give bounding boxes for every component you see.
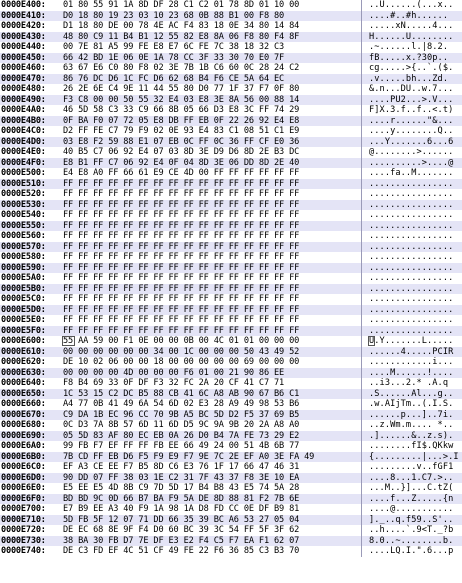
row-ascii[interactable]: ....#..#h...... [369,10,449,21]
row-hex-bytes[interactable]: FF FF FF FF FF FF FF FF FF FF FF FF FF FF FF FF [63,189,300,199]
hex-row[interactable] [0,263,462,274]
row-hex-bytes[interactable]: 00 00 00 00 4D 00 00 00 F6 01 00 21 90 86 EE [63,367,285,378]
hex-row[interactable] [0,179,462,190]
column-divider [361,315,362,326]
column-divider [361,21,362,32]
row-ascii[interactable]: .S......Al...g.. [369,388,454,399]
row-ascii[interactable]: ........fI$.QKkw [369,441,454,451]
hex-row[interactable] [0,74,462,85]
row-offset: 0000E5A0: [1,273,46,283]
row-offset: 0000E5F0: [1,325,46,336]
row-hex-bytes[interactable]: E8 B1 FF C7 06 92 E4 0F 04 8D 3E 06 DD 8D 2E 40 [63,157,300,168]
row-hex-bytes[interactable]: 38 BA 30 FB D7 7E DF E3 E2 F4 C5 F7 EA F1 62 07 [63,535,300,546]
row-offset: 0000E450: [1,52,46,63]
row-ascii[interactable]: ..U......(...x.. [369,0,454,10]
column-divider [361,494,362,505]
column-divider [361,74,362,85]
row-ascii[interactable]: ................ [369,252,454,262]
row-offset: 0000E5B0: [1,283,46,294]
column-divider [361,168,362,179]
row-hex-bytes[interactable]: A4 77 0B 41 49 6A 54 6D 02 E3 28 A9 49 98 53 B6 [63,399,300,409]
column-divider [361,231,362,242]
row-ascii[interactable]: ....M......!.... [369,367,454,378]
row-offset: 0000E6A0: [1,441,46,451]
row-hex-bytes[interactable]: 55 AA 59 00 F1 0E 00 00 0B 00 4C 01 01 00 00 00 [63,336,300,346]
row-offset: 0000E430: [1,31,46,42]
row-ascii[interactable]: .........v..fGF1 [369,462,454,472]
row-offset: 0000E4F0: [1,157,46,168]
column-divider [361,294,362,305]
row-offset: 0000E500: [1,168,46,178]
column-divider [361,462,362,473]
column-divider [361,441,362,452]
column-divider [361,347,362,358]
row-hex-bytes[interactable]: FF FF FF FF FF FF FF FF FF FF FF FF FF FF FF FF [63,241,300,252]
ascii-cursor [368,336,375,346]
row-ascii[interactable]: ....fa..M....... [369,168,454,178]
hex-row[interactable] [0,189,462,200]
row-ascii[interactable]: U.Y.......L..... [369,336,454,346]
row-offset: 0000E400: [1,0,46,10]
row-hex-bytes[interactable]: 66 42 BD 1E 06 0E 1A 78 CC 3F 33 30 70 E0 7F [63,52,285,63]
row-ascii[interactable]: ..........>....@ [369,157,454,168]
hex-row[interactable] [0,347,462,358]
column-divider [361,546,362,557]
row-hex-bytes[interactable]: FF FF FF FF FF FF FF FF FF FF FF FF FF FF FF FF [63,294,300,304]
column-divider [361,284,362,295]
column-divider [361,431,362,442]
row-ascii[interactable]: ]._..q.f59..S'.. [369,514,454,525]
row-offset: 0000E660: [1,399,46,409]
row-ascii[interactable]: &.n...DU..w.7... [369,84,454,94]
column-divider [361,179,362,190]
row-hex-bytes[interactable]: FF FF FF FF FF FF FF FF FF FF FF FF FF FF FF FF [63,325,300,336]
hex-cursor [62,336,75,346]
column-divider [361,420,362,431]
row-offset: 0000E4A0: [1,105,46,115]
column-divider [361,116,362,127]
row-hex-bytes[interactable]: 1C 53 15 C2 DC B5 88 CB 41 6C A8 AB 90 67 B6 C1 [63,388,300,399]
row-ascii[interactable]: ......p...]..7i. [369,409,454,420]
column-divider [361,189,362,200]
row-offset: 0000E470: [1,73,46,84]
column-divider [361,158,362,169]
hex-row[interactable] [0,389,462,400]
row-hex-bytes[interactable]: FF FF FF FF FF FF FF FF FF FF FF FF FF FF FF FF [63,315,300,325]
row-ascii[interactable]: ....PU2...>.V... [369,94,454,105]
row-offset: 0000E570: [1,241,46,252]
hex-row[interactable] [0,231,462,242]
row-hex-bytes[interactable]: 7B CD FF EB D6 F5 F9 E9 F7 9E 7C 2E EF A0 3E FA 49 [63,451,315,462]
row-ascii[interactable]: cg.....>{..`.($. [369,63,454,73]
row-hex-bytes[interactable]: 0C D3 7A 8B 57 6D 11 6D D5 9C 9A 9B 20 2A A8 A0 [63,420,300,430]
row-hex-bytes[interactable]: FF FF FF FF FF FF FF FF FF FF FF FF FF FF FF FF [63,252,300,262]
column-divider [361,368,362,379]
row-offset: 0000E520: [1,189,46,199]
hex-row[interactable] [0,158,462,169]
column-divider [361,221,362,232]
row-hex-bytes[interactable]: D2 FF FE C7 79 F9 02 0E 93 E4 83 C1 08 51 C1 E9 [63,126,300,136]
hex-row[interactable] [0,441,462,452]
hex-row[interactable] [0,210,462,221]
hex-row[interactable] [0,53,462,64]
hex-row[interactable] [0,473,462,484]
row-ascii[interactable]: H......U........ [369,31,454,42]
row-offset: 0000E460: [1,63,46,73]
column-divider [361,0,362,11]
column-divider [361,389,362,400]
row-hex-bytes[interactable]: DE C3 FD EF 4C 51 CF 49 FE 22 F6 36 85 C3 B3 70 [63,546,300,556]
row-ascii[interactable]: ...M..}]...C.tZ( [369,483,454,493]
row-offset: 0000E610: [1,346,46,357]
row-ascii[interactable]: ................ [369,273,454,283]
hex-row[interactable] [0,494,462,505]
hex-row[interactable] [0,21,462,32]
row-offset: 0000E6D0: [1,472,46,483]
column-divider [361,95,362,106]
row-hex-bytes[interactable]: FF FF FF FF FF FF FF FF FF FF FF FF FF FF FF FF [63,231,300,241]
column-divider [361,263,362,274]
row-hex-bytes[interactable]: DE EC 68 8E 9F F4 D0 60 BC 39 3C 54 FF 5F 3F 62 [63,525,300,535]
row-hex-bytes[interactable]: 40 B5 C7 06 92 E4 07 03 8D 3E D9 D6 8D 2E B3 DC [63,147,300,157]
column-divider [361,105,362,116]
hex-row[interactable] [0,147,462,158]
row-ascii[interactable]: ....y........Q.. [369,126,454,136]
row-ascii[interactable]: ....LQ.I.".6...p [369,546,454,556]
column-divider [361,32,362,43]
row-hex-bytes[interactable]: FF FF FF FF FF FF FF FF FF FF FF FF FF FF FF FF [63,199,300,210]
column-divider [361,63,362,74]
row-hex-bytes[interactable]: EF A3 CE EE F7 B5 8D C6 E3 76 1F 17 66 47 46 31 [63,462,300,472]
row-ascii[interactable]: ................ [369,304,454,315]
column-divider [361,326,362,337]
row-offset: 0000E650: [1,388,46,399]
column-divider [361,210,362,221]
row-hex-bytes[interactable]: 0F BA F0 07 72 05 E8 DB FF EB 0F 22 26 92 E4 E8 [63,115,300,126]
row-ascii[interactable]: .w.AIjTm..(.I.S. [369,399,454,409]
row-offset: 0000E5C0: [1,294,46,304]
hex-row[interactable] [0,63,462,74]
hex-row[interactable] [0,336,462,347]
column-divider [361,273,362,284]
hex-row[interactable] [0,11,462,22]
row-offset: 0000E630: [1,367,46,378]
row-offset: 0000E580: [1,252,46,262]
row-hex-bytes[interactable]: F8 B4 69 33 0F DF F3 32 FC 2A 20 CF 41 C7 71 [63,378,285,388]
column-divider [361,242,362,253]
column-divider [361,473,362,484]
row-offset: 0000E420: [1,21,46,31]
hex-row[interactable] [0,200,462,211]
row-offset: 0000E690: [1,430,46,441]
row-ascii[interactable]: fB.....x.?30p.. [369,52,449,63]
hex-row[interactable] [0,315,462,326]
row-ascii[interactable]: @........>...... [369,147,454,157]
row-hex-bytes[interactable]: FF FF FF FF FF FF FF FF FF FF FF FF FF FF FF FF [63,273,300,283]
hex-row[interactable] [0,105,462,116]
row-ascii[interactable]: F]X.3.f..f..<.t) [369,105,454,115]
column-divider [361,504,362,515]
hex-row[interactable] [0,525,462,536]
hex-row[interactable] [0,284,462,295]
row-ascii[interactable]: ................ [369,199,454,210]
column-divider [361,200,362,211]
column-divider [361,483,362,494]
row-hex-bytes[interactable]: FF FF FF FF FF FF FF FF FF FF FF FF FF FF FF FF [63,210,300,220]
row-offset: 0000E4D0: [1,136,46,147]
row-ascii[interactable]: ................ [369,315,454,325]
row-ascii[interactable]: 8.0..~........b. [369,535,454,546]
column-divider [361,42,362,53]
column-divider [361,126,362,137]
row-offset: 0000E4E0: [1,147,46,157]
row-offset: 0000E5E0: [1,315,46,325]
hex-row[interactable] [0,420,462,431]
hex-row[interactable] [0,126,462,137]
row-offset: 0000E4C0: [1,126,46,136]
hex-row[interactable] [0,305,462,316]
row-offset: 0000E680: [1,420,46,430]
row-hex-bytes[interactable]: E5 EE E5 4D 8B C9 7D 5D 17 B4 B8 43 E5 74 5A 28 [63,483,300,493]
row-offset: 0000E670: [1,409,46,420]
row-offset: 0000E4B0: [1,115,46,126]
row-ascii[interactable]: ..z.Wm.m.... *.. [369,420,454,430]
row-offset: 0000E480: [1,84,46,94]
hex-row[interactable] [0,273,462,284]
row-hex-bytes[interactable]: C9 DA 1B EC 96 CC 70 9B A5 BC 5D D2 F5 37 69 B5 [63,409,300,420]
row-ascii[interactable]: ....@........... [369,504,454,514]
row-hex-bytes[interactable]: 00 00 00 00 00 00 34 00 1C 00 00 00 50 43 49 52 [63,346,300,357]
row-offset: 0000E720: [1,525,46,535]
column-divider [361,252,362,263]
row-offset: 0000E6E0: [1,483,46,493]
row-hex-bytes[interactable]: FF FF FF FF FF FF FF FF FF FF FF FF FF FF FF FF [63,304,300,315]
row-ascii[interactable]: ................ [369,220,454,231]
hex-row[interactable] [0,357,462,368]
row-ascii[interactable]: ....8...1.C7.>.. [369,472,454,483]
row-hex-bytes[interactable]: 26 2E 6E C4 9E 11 44 55 80 D0 77 1F 37 F7 0F 80 [63,84,300,94]
row-hex-bytes[interactable]: 48 80 C9 11 B4 B1 12 55 82 E8 8A 06 F8 80 F4 8F [63,31,300,42]
hex-row[interactable] [0,116,462,127]
column-divider [361,11,362,22]
column-divider [361,336,362,347]
column-divider [361,452,362,463]
row-hex-bytes[interactable]: 46 5D 58 C3 33 C9 66 8B 05 66 D3 E8 3C FF 74 29 [63,105,300,115]
row-offset: 0000E6B0: [1,451,46,462]
column-divider [361,536,362,547]
row-hex-bytes[interactable]: 00 7E 81 A5 99 FE E8 E7 6C FE 7C 38 18 32 C3 [63,42,285,52]
row-offset: 0000E700: [1,504,46,514]
column-divider [361,147,362,158]
row-offset: 0000E6F0: [1,493,46,504]
hex-row[interactable] [0,368,462,379]
row-offset: 0000E5D0: [1,304,46,315]
column-divider [361,525,362,536]
row-offset: 0000E640: [1,378,46,388]
row-hex-bytes[interactable]: BD BD 9C 0D 66 B7 BA F9 5A DE 8D 88 81 F2 7B 6E [63,493,300,504]
row-offset: 0000E440: [1,42,46,52]
row-hex-bytes[interactable]: D1 18 80 DE 00 78 4E AC F4 83 18 0E 34 80 14 84 [63,21,300,31]
row-ascii[interactable]: ................ [369,325,454,336]
row-hex-bytes[interactable]: 99 FB F7 EF FF FF FB EE 66 49 24 00 51 4B 6B 77 [63,441,300,451]
row-offset: 0000E620: [1,357,46,367]
column-divider [361,84,362,95]
hex-row[interactable] [0,221,462,232]
row-offset: 0000E730: [1,535,46,546]
row-hex-bytes[interactable]: 5D FB 5F 12 07 71 DD 66 35 39 BC A6 53 27 05 04 [63,514,300,525]
row-ascii[interactable]: ...Y.......6...6 [369,136,454,147]
row-hex-bytes[interactable]: DE 10 02 06 00 00 18 00 00 00 00 00 69 00 00 00 [63,357,300,367]
row-offset: 0000E530: [1,199,46,210]
hex-row[interactable] [0,483,462,494]
row-ascii[interactable]: ..h....`.9<T._?b [369,525,454,535]
column-divider [361,53,362,64]
row-hex-bytes[interactable]: 63 67 E6 C0 80 F8 02 3E 7B 1B C6 60 0C 28 24 C2 [63,63,300,73]
column-divider [361,515,362,526]
row-ascii[interactable]: ..i3...2.* .A.q [369,378,449,388]
row-ascii[interactable]: ................ [369,178,454,189]
row-offset: 0000E560: [1,231,46,241]
hex-row[interactable] [0,137,462,148]
hex-row[interactable] [0,515,462,526]
column-divider [361,137,362,148]
hex-row[interactable] [0,326,462,337]
hex-row[interactable] [0,536,462,547]
column-divider [361,305,362,316]
hex-row[interactable] [0,399,462,410]
row-hex-bytes[interactable]: FF FF FF FF FF FF FF FF FF FF FF FF FF FF FF FF [63,283,300,294]
row-ascii[interactable]: ................ [369,283,454,294]
row-hex-bytes[interactable]: 05 5D 83 AF 80 EC EB 0A 26 D0 B4 7A FE 73 29 E2 [63,430,300,441]
row-offset: 0000E410: [1,10,46,21]
hex-row[interactable] [0,462,462,473]
row-hex-bytes[interactable]: 90 DD 07 FF 38 03 1E C2 31 7F 43 37 F8 3E 10 EA [63,472,300,483]
column-divider [361,357,362,368]
row-hex-bytes[interactable]: 01 80 55 91 1A 8D DF 28 C1 C2 01 78 8D 01 10 00 [63,0,300,10]
hex-row[interactable] [0,0,462,11]
row-offset: 0000E540: [1,210,46,220]
row-ascii[interactable]: {.........|...>.I [369,451,459,462]
row-ascii[interactable]: ................ [369,294,454,304]
hex-row[interactable] [0,452,462,463]
hex-row[interactable] [0,546,462,557]
hex-row[interactable] [0,95,462,106]
row-offset: 0000E6C0: [1,462,46,472]
hex-row[interactable] [0,42,462,53]
hex-row[interactable] [0,32,462,43]
hex-row[interactable] [0,504,462,515]
row-ascii[interactable]: ............i... [369,357,454,367]
row-offset: 0000E490: [1,94,46,105]
column-divider [361,378,362,389]
hex-row[interactable] [0,431,462,442]
row-ascii[interactable]: ....r......"&... [369,115,454,126]
row-offset: 0000E590: [1,262,46,273]
row-ascii[interactable]: ................ [369,210,454,220]
row-ascii[interactable]: ......4.....PCIR [369,346,454,357]
row-ascii[interactable]: .]......&..z.s). [369,430,454,441]
hex-row[interactable] [0,168,462,179]
row-ascii[interactable]: .....xN.....4... [369,21,454,31]
column-divider [361,410,362,421]
hex-row[interactable] [0,410,462,421]
row-offset: 0000E510: [1,178,46,189]
hex-row[interactable] [0,84,462,95]
row-offset: 0000E710: [1,514,46,525]
row-offset: 0000E600: [1,336,46,346]
row-ascii[interactable]: ................ [369,262,454,273]
row-hex-bytes[interactable]: FF FF FF FF FF FF FF FF FF FF FF FF FF FF FF FF [63,262,300,273]
row-hex-bytes[interactable]: F3 C8 00 00 50 55 32 E4 03 E8 3E 8A 56 00 88 14 [63,94,300,105]
row-ascii[interactable]: .v.....bh...Zd. [369,73,449,84]
row-hex-bytes[interactable]: D0 18 80 19 23 03 10 23 68 0B 88 B1 00 F8 80 [63,10,285,21]
row-hex-bytes[interactable]: E4 E8 A0 FF 66 61 E9 CE 4D 00 FF FF FF FF FF FF [63,168,300,178]
row-ascii[interactable]: .~......l.|8.2. [369,42,449,52]
row-hex-bytes[interactable]: FF FF FF FF FF FF FF FF FF FF FF FF FF FF FF FF [63,220,300,231]
row-hex-bytes[interactable]: E7 B9 EE A3 40 F9 1A 98 1A D8 FD CC 0E DF B9 81 [63,504,300,514]
row-offset: 0000E740: [1,546,46,556]
hex-row[interactable] [0,378,462,389]
row-ascii[interactable]: ....f...Z.....{n [369,493,454,504]
hex-row[interactable] [0,252,462,263]
row-ascii[interactable]: ................ [369,189,454,199]
hex-row[interactable] [0,294,462,305]
hex-row[interactable] [0,242,462,253]
row-hex-bytes[interactable]: 03 E8 F2 59 88 E1 07 EB 0C FF 0C 36 FF CF E0 36 [63,136,300,147]
row-offset: 0000E550: [1,220,46,231]
row-ascii[interactable]: ................ [369,231,454,241]
row-ascii[interactable]: ................ [369,241,454,252]
row-hex-bytes[interactable]: FF FF FF FF FF FF FF FF FF FF FF FF FF FF FF FF [63,178,300,189]
row-hex-bytes[interactable]: 86 76 DC D6 1C FC D6 62 68 B4 F6 CE 5A 64 EC [63,73,285,84]
column-divider [361,399,362,410]
